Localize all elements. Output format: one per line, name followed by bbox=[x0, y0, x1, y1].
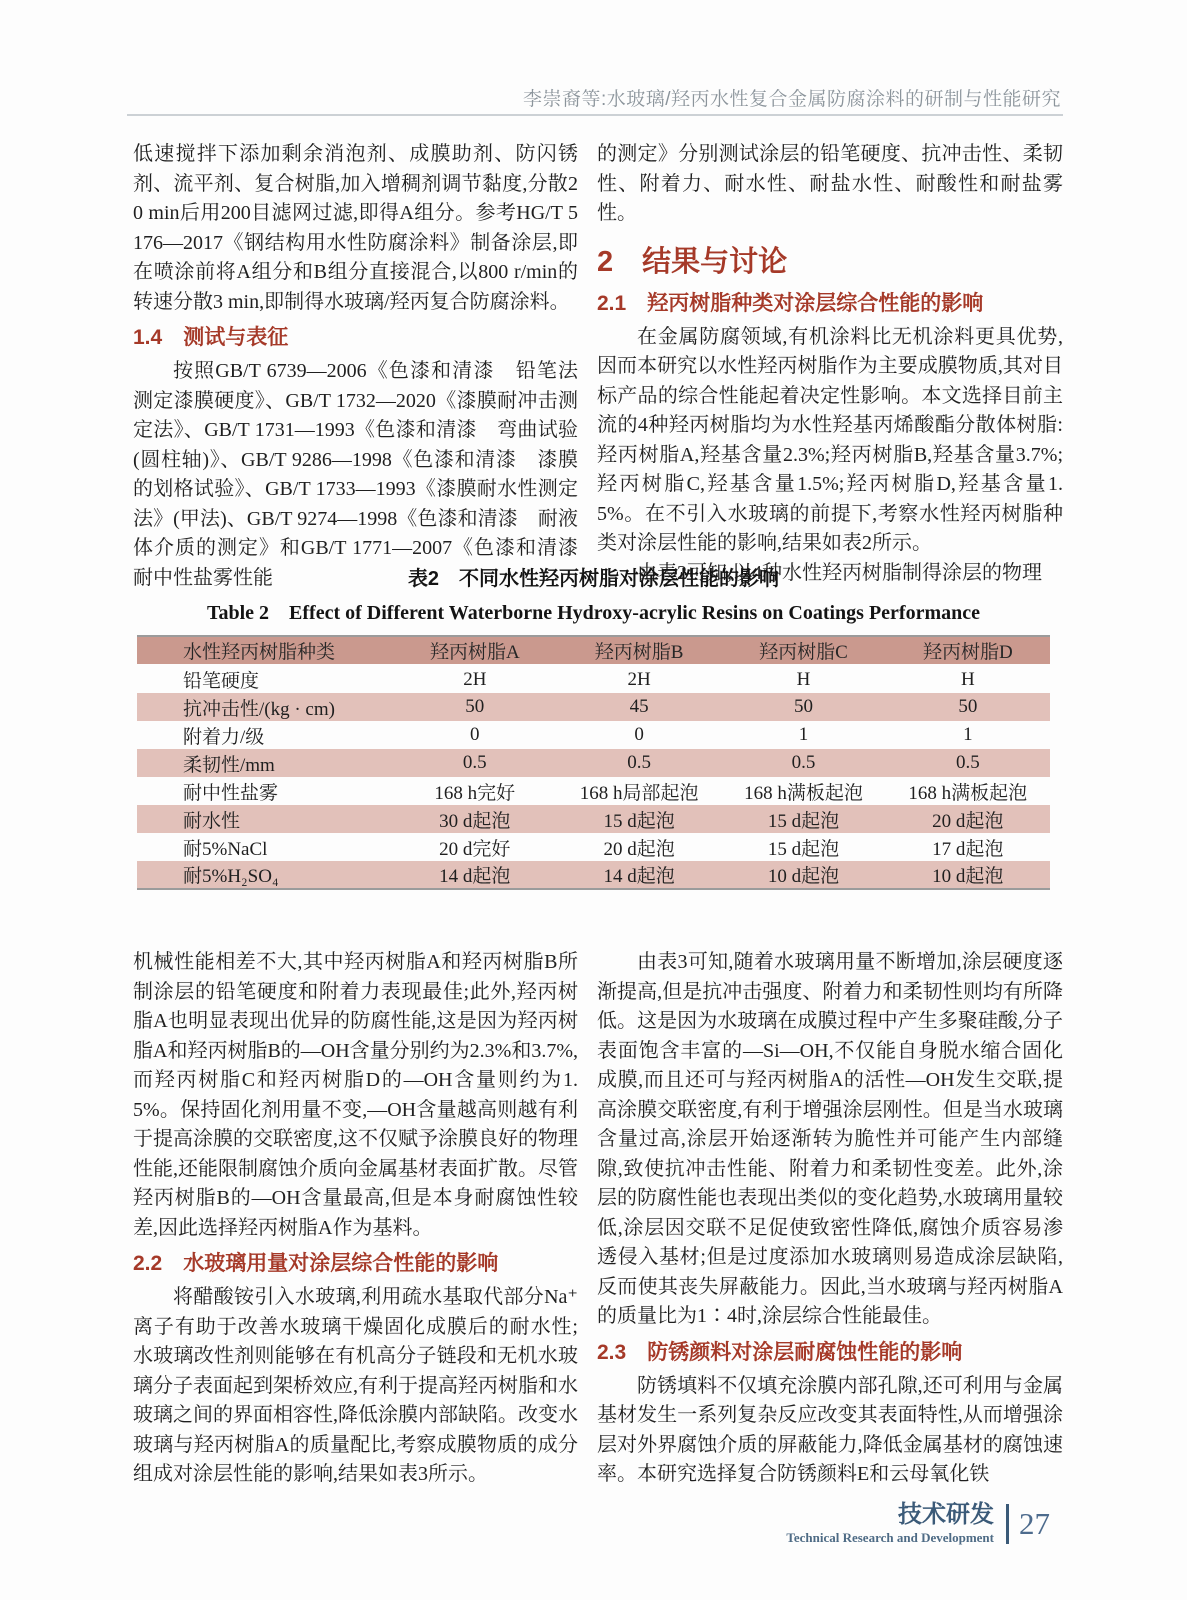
column-top-right bbox=[597, 140, 1063, 588]
cell-value: 0.5 bbox=[721, 749, 885, 777]
cell-value: 1 bbox=[963, 724, 973, 745]
cell-value: 14 d起泡 bbox=[393, 861, 557, 889]
table-row bbox=[137, 665, 1050, 693]
section-heading: 1.4 测试与表征 bbox=[133, 326, 289, 349]
column-header: 羟丙树脂B bbox=[557, 636, 721, 665]
cell-value: 2H bbox=[463, 668, 487, 690]
cell-value: 168 h满板起泡 bbox=[744, 782, 863, 804]
column-header: 羟丙树脂D bbox=[886, 636, 1050, 665]
section-heading: 2.3 防锈颜料对涂层耐腐蚀性能的影响 bbox=[597, 1340, 963, 1364]
cell-value: 20 d完好 bbox=[439, 838, 511, 860]
cell-value: 0.5 bbox=[886, 749, 1050, 777]
cell-value: 30 d起泡 bbox=[393, 805, 557, 833]
cell-value: 0 bbox=[470, 724, 480, 745]
table-row bbox=[137, 777, 1050, 805]
table-2-title-en: Table 2 Effect of Different Waterborne Hydroxy-acrylic Resins on Coatings Performance bbox=[206, 602, 981, 624]
cell-value: 10 d起泡 bbox=[721, 861, 885, 889]
table-row bbox=[137, 721, 1050, 749]
paragraph: 由表3可知,随着水玻璃用量不断增加,涂层硬度逐渐提高,但是抗冲击强度、附着力和柔韧性则均有所降低。这是因为水玻璃在成膜过程中产生多聚硅酸,分子表面饱含丰富的—Si—OH,不仅能自身脱水缩合固化成膜,而且还可与羟丙树脂A的活性—OH发生交联,提高涂膜交联密度,有利于增强涂层刚性。但是当水玻璃含量过高,涂层开始逐渐转为脆性并可能产生内部缝隙,致使抗冲击性能、附着力和柔韧性变差。此外,涂层的防腐性能也表现出类似的变化趋势,水玻璃用量较低,涂层因交联不足促使致密性降低,腐蚀介质容易渗透侵入基材;但是过度添加水玻璃则易造成涂层缺陷,反而使其丧失屏蔽能力。因此,当水玻璃与羟丙树脂A的质量比为1∶4时,涂层综合性能最佳。 bbox=[597, 951, 1063, 1327]
column-header: 水性羟丙树脂种类 bbox=[137, 636, 393, 665]
cell-value: H bbox=[796, 668, 811, 690]
cell-value: 15 d起泡 bbox=[767, 838, 840, 860]
cell-value: 0.5 bbox=[557, 749, 721, 777]
table-header-row bbox=[137, 636, 1050, 665]
row-label: 抗冲击性/(kg · cm) bbox=[137, 693, 393, 721]
cell-value: 0.5 bbox=[393, 749, 557, 777]
paragraph: 的测定》分别测试涂层的铅笔硬度、抗冲击性、柔韧性、附着力、耐水性、耐盐水性、耐酸性和耐盐雾性。 bbox=[597, 143, 1063, 224]
cell-value: H bbox=[960, 668, 975, 690]
paragraph: 低速搅拌下添加剩余消泡剂、成膜助剂、防闪锈剂、流平剂、复合树脂,加入增稠剂调节黏度,分散20 min后用200目滤网过滤,即得A组分。参考HG/T 5176—2017《钢结构用水性防腐涂料》制备涂层,即在喷涂前将A组分和B组分直接混合,以800 r/min的转速分散3 min,即制得水玻璃/羟丙复合防腐涂料。 bbox=[133, 143, 578, 313]
column-bottom-right bbox=[597, 948, 1063, 1490]
row-label: 铅笔硬度 bbox=[183, 671, 260, 692]
row-label: 耐中性盐雾 bbox=[183, 782, 279, 804]
column-header: 羟丙树脂A bbox=[393, 636, 557, 665]
cell-value: 168 h局部起泡 bbox=[579, 782, 699, 804]
row-label: 耐5%H₂SO₄ bbox=[137, 861, 393, 889]
cell-value: 15 d起泡 bbox=[557, 805, 721, 833]
paragraph: 由表2可知,以4种水性羟丙树脂制得涂层的物理 bbox=[637, 561, 1042, 584]
header-rule bbox=[127, 114, 1063, 116]
paragraph: 防锈填料不仅填充涂膜内部孔隙,还可利用与金属基材发生一系列复杂反应改变其表面特性,从而增强涂层对外界腐蚀介质的屏蔽能力,降低金属基材的腐蚀速率。本研究选择复合防锈颜料E和云母氧化铁 bbox=[597, 1374, 1063, 1485]
cell-value: 50 bbox=[721, 693, 885, 721]
table-2-section bbox=[137, 562, 1050, 890]
section-heading: 2 结果与讨论 bbox=[597, 245, 788, 278]
table-row bbox=[137, 833, 1050, 861]
table-2 bbox=[137, 635, 1050, 890]
row-label: 柔韧性/mm bbox=[137, 749, 393, 777]
row-label: 耐5%NaCl bbox=[183, 838, 268, 860]
paragraph: 机械性能相差不大,其中羟丙树脂A和羟丙树脂B所制涂层的铅笔硬度和附着力表现最佳;此外,羟丙树脂A也明显表现出优异的防腐性能,这是因为羟丙树脂A和羟丙树脂B的—OH含量分别约为2.3%和3.7%,而羟丙树脂C和羟丙树脂D的—OH含量则约为1.5%。保持固化剂用量不变,—OH含量越高则越有利于提高涂膜的交联密度,这不仅赋予涂膜良好的物理性能,还能限制腐蚀介质向金属基材表面扩散。尽管羟丙树脂B的—OH含量最高,但是本身耐腐蚀性较差,因此选择羟丙树脂A作为基料。 bbox=[133, 951, 578, 1239]
running-head: 李崇裔等:水玻璃/羟丙水性复合金属防腐涂料的研制与性能研究 bbox=[522, 89, 1061, 110]
cell-value: 50 bbox=[886, 693, 1050, 721]
footer-section-title bbox=[786, 1502, 994, 1545]
cell-value: 20 d起泡 bbox=[886, 805, 1050, 833]
cell-value: 14 d起泡 bbox=[557, 861, 721, 889]
cell-value: 50 bbox=[393, 693, 557, 721]
column-bottom-left bbox=[133, 948, 578, 1490]
cell-value: 168 h完好 bbox=[434, 782, 516, 804]
cell-value: 10 d起泡 bbox=[886, 861, 1050, 889]
cell-value: 45 bbox=[557, 693, 721, 721]
footer-section-en: Technical Research and Development bbox=[786, 1530, 994, 1545]
row-label: 耐水性 bbox=[137, 805, 393, 833]
table-2-title-cn: 表2 不同水性羟丙树脂对涂层性能的影响 bbox=[407, 568, 780, 590]
cell-value: 1 bbox=[798, 724, 809, 745]
paragraph: 在金属防腐领域,有机涂料比无机涂料更具优势,因而本研究以水性羟丙树脂作为主要成膜物质,其对目标产品的综合性能起着决定性影响。本文选择目前主流的4种羟丙树脂均为水性羟基丙烯酸酯分散体树脂:羟丙树脂A,羟基含量2.3%;羟丙树脂B,羟基含量3.7%;羟丙树脂C,羟基含量1.5%;羟丙树脂D,羟基含量1.5%。在不引入水玻璃的前提下,考察水性羟丙树脂种类对涂层性能的影响,结果如表2所示。 bbox=[597, 325, 1063, 554]
section-heading: 2.1 羟丙树脂种类对涂层综合性能的影响 bbox=[597, 291, 984, 315]
page-footer bbox=[786, 1502, 1050, 1545]
column-header: 羟丙树脂C bbox=[721, 636, 885, 665]
paragraph: 将醋酸铵引入水玻璃,利用疏水基取代部分Na⁺离子有助于改善水玻璃干燥固化成膜后的耐水性;水玻璃改性剂则能够在有机高分子链段和无机水玻璃分子表面起到架桥效应,有利于提高羟丙树脂和水玻璃之间的界面相容性,降低涂膜内部缺陷。改变水玻璃与羟丙树脂A的质量配比,考察成膜物质的成分组成对涂层性能的影响,结果如表3所示。 bbox=[133, 1286, 578, 1485]
table-row bbox=[137, 749, 1050, 777]
section-heading: 2.2 水玻璃用量对涂层综合性能的影响 bbox=[133, 1252, 499, 1275]
row-label: 附着力/级 bbox=[183, 726, 265, 748]
footer-divider-bar bbox=[1006, 1504, 1009, 1544]
table-row bbox=[137, 693, 1050, 721]
cell-value: 168 h满板起泡 bbox=[908, 782, 1028, 804]
cell-value: 20 d起泡 bbox=[603, 838, 675, 860]
paragraph: 按照GB/T 6739—2006《色漆和清漆 铅笔法测定漆膜硬度》、GB/T 1732—2020《漆膜耐冲击测定法》、GB/T 1731—1993《色漆和清漆 弯曲试验(圆柱轴)》、GB/T 9286—1998《色漆和清漆 漆膜的划格试验》、GB/T 1733—1993《漆膜耐水性测定法》(甲法)、GB/T 9274—1998《色漆和清漆 耐液体介质的测定》和GB/T 1771—2007《色漆和清漆 耐中性盐雾性能 bbox=[133, 360, 598, 589]
cell-value: 17 d起泡 bbox=[932, 838, 1004, 860]
page-number: 27 bbox=[1019, 1505, 1050, 1541]
table-row bbox=[137, 861, 1050, 889]
table-row bbox=[137, 805, 1050, 833]
cell-value: 2H bbox=[627, 668, 651, 690]
cell-value: 0 bbox=[634, 724, 644, 745]
footer-section-cn: 技术研发 bbox=[898, 1501, 994, 1528]
cell-value: 15 d起泡 bbox=[721, 805, 885, 833]
